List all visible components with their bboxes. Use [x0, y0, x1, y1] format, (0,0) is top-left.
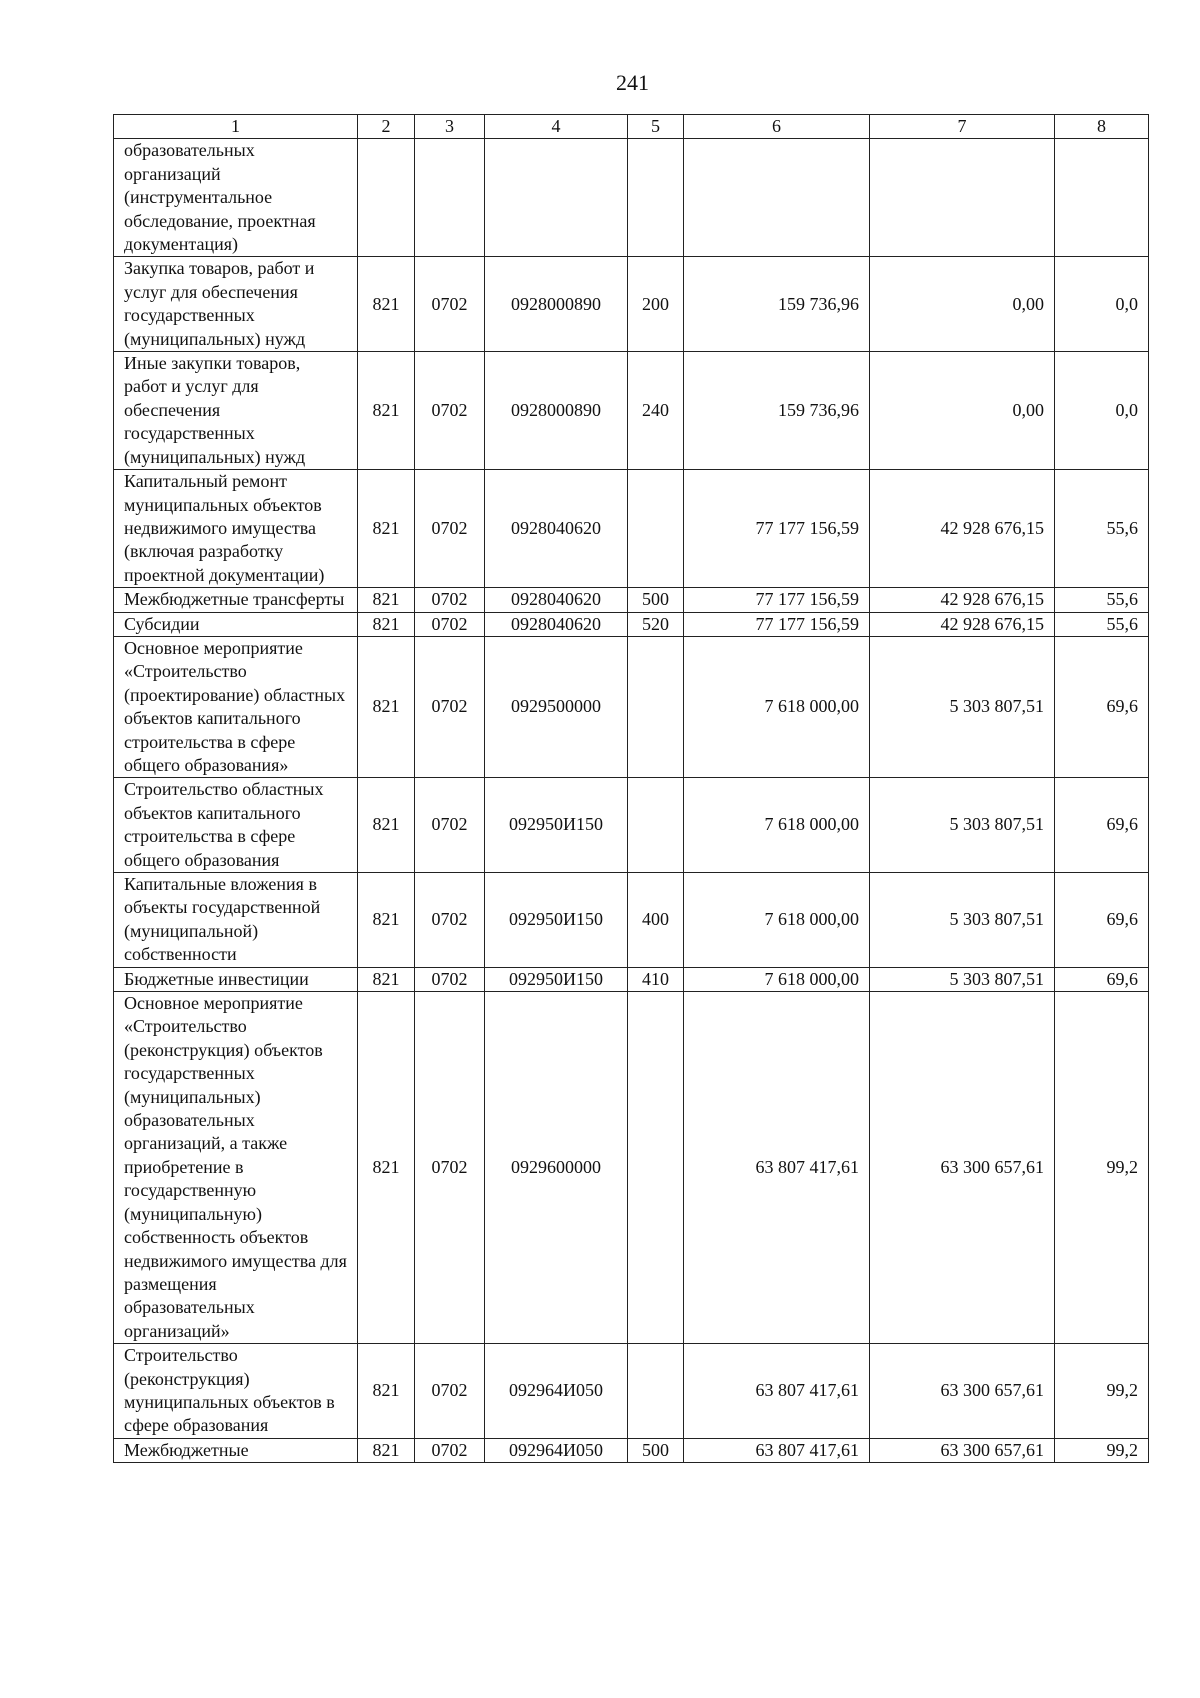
cell-c2: 821 [358, 257, 415, 352]
cell-c7: 42 928 676,15 [870, 612, 1055, 636]
cell-c8: 55,6 [1055, 612, 1149, 636]
cell-c8: 0,0 [1055, 352, 1149, 470]
cell-c3: 0702 [415, 967, 485, 991]
cell-c7: 63 300 657,61 [870, 1344, 1055, 1439]
column-header: 7 [870, 115, 1055, 139]
page-number: 241 [616, 70, 649, 95]
cell-c2: 821 [358, 588, 415, 612]
header-row [114, 115, 1149, 139]
cell-c3: 0702 [415, 778, 485, 873]
cell-c6: 63 807 417,61 [684, 1438, 870, 1462]
table-row [114, 257, 1149, 352]
cell-c7: 5 303 807,51 [870, 636, 1055, 777]
cell-c4: 0928000890 [485, 257, 628, 352]
cell-c4: 0928000890 [485, 352, 628, 470]
cell-c8: 99,2 [1055, 992, 1149, 1344]
table-row [114, 873, 1149, 968]
row-name: Бюджетные инвестиции [114, 967, 358, 991]
column-header: 3 [415, 115, 485, 139]
cell-c4: 092964И050 [485, 1344, 628, 1439]
row-name: Капитальный ремонт муниципальных объектов недвижимого имущества (включая разработку проектной документации) [114, 470, 358, 588]
cell-c6: 7 618 000,00 [684, 636, 870, 777]
table-row [114, 778, 1149, 873]
cell-c5 [628, 139, 684, 257]
cell-c8: 0,0 [1055, 257, 1149, 352]
cell-c8: 69,6 [1055, 778, 1149, 873]
cell-c7: 63 300 657,61 [870, 992, 1055, 1344]
cell-c7: 0,00 [870, 352, 1055, 470]
cell-c3: 0702 [415, 470, 485, 588]
cell-c5 [628, 992, 684, 1344]
row-name: Основное мероприятие «Строительство (проектирование) областных объектов капитального строительства в сфере общего образования» [114, 636, 358, 777]
cell-c2: 821 [358, 1344, 415, 1439]
cell-c6: 7 618 000,00 [684, 967, 870, 991]
column-header: 6 [684, 115, 870, 139]
cell-c4: 0929600000 [485, 992, 628, 1344]
cell-c4 [485, 139, 628, 257]
cell-c5 [628, 636, 684, 777]
row-name: Основное мероприятие «Строительство (реконструкция) объектов государственных (муниципальных) образовательных организаций, а также приобретение в государственную (муниципальную) собственность объектов недвижимого имущества для размещения образовательных организаций» [114, 992, 358, 1344]
cell-c2: 821 [358, 992, 415, 1344]
cell-c6: 63 807 417,61 [684, 1344, 870, 1439]
table-row [114, 1438, 1149, 1462]
cell-c7: 5 303 807,51 [870, 778, 1055, 873]
column-header: 2 [358, 115, 415, 139]
cell-c5: 500 [628, 1438, 684, 1462]
cell-c3: 0702 [415, 257, 485, 352]
cell-c2: 821 [358, 352, 415, 470]
cell-c8: 69,6 [1055, 636, 1149, 777]
cell-c5: 400 [628, 873, 684, 968]
cell-c5: 200 [628, 257, 684, 352]
cell-c4: 092964И050 [485, 1438, 628, 1462]
table-row [114, 636, 1149, 777]
cell-c6: 77 177 156,59 [684, 588, 870, 612]
cell-c3: 0702 [415, 636, 485, 777]
cell-c5 [628, 470, 684, 588]
table-row [114, 967, 1149, 991]
cell-c7: 5 303 807,51 [870, 967, 1055, 991]
cell-c3: 0702 [415, 612, 485, 636]
table-row [114, 470, 1149, 588]
cell-c2: 821 [358, 636, 415, 777]
column-header: 5 [628, 115, 684, 139]
cell-c8: 99,2 [1055, 1344, 1149, 1439]
row-name: Капитальные вложения в объекты государственной (муниципальной) собственности [114, 873, 358, 968]
cell-c8: 55,6 [1055, 588, 1149, 612]
cell-c7: 42 928 676,15 [870, 470, 1055, 588]
cell-c4: 0929500000 [485, 636, 628, 777]
cell-c2: 821 [358, 612, 415, 636]
table-row [114, 612, 1149, 636]
table-row [114, 992, 1149, 1344]
cell-c3: 0702 [415, 1438, 485, 1462]
cell-c8 [1055, 139, 1149, 257]
budget-table [113, 114, 1149, 1463]
cell-c2: 821 [358, 1438, 415, 1462]
cell-c2: 821 [358, 778, 415, 873]
cell-c7 [870, 139, 1055, 257]
cell-c3: 0702 [415, 588, 485, 612]
row-name: Закупка товаров, работ и услуг для обеспечения государственных (муниципальных) нужд [114, 257, 358, 352]
cell-c5: 410 [628, 967, 684, 991]
cell-c6: 77 177 156,59 [684, 470, 870, 588]
cell-c3 [415, 139, 485, 257]
cell-c3: 0702 [415, 992, 485, 1344]
column-header: 8 [1055, 115, 1149, 139]
cell-c3: 0702 [415, 1344, 485, 1439]
cell-c4: 0928040620 [485, 470, 628, 588]
cell-c7: 42 928 676,15 [870, 588, 1055, 612]
table-row [114, 588, 1149, 612]
cell-c6: 159 736,96 [684, 257, 870, 352]
row-name: Субсидии [114, 612, 358, 636]
table-row [114, 139, 1149, 257]
cell-c6: 7 618 000,00 [684, 778, 870, 873]
column-header: 1 [114, 115, 358, 139]
cell-c4: 092950И150 [485, 873, 628, 968]
row-name: Строительство (реконструкция) муниципальных объектов в сфере образования [114, 1344, 358, 1439]
cell-c2 [358, 139, 415, 257]
table-row [114, 1344, 1149, 1439]
row-name: Межбюджетные трансферты [114, 588, 358, 612]
row-name: образовательных организаций (инструментальное обследование, проектная документация) [114, 139, 358, 257]
row-name: Межбюджетные [114, 1438, 358, 1462]
cell-c2: 821 [358, 873, 415, 968]
cell-c3: 0702 [415, 352, 485, 470]
cell-c4: 092950И150 [485, 778, 628, 873]
cell-c6: 159 736,96 [684, 352, 870, 470]
cell-c5 [628, 778, 684, 873]
cell-c7: 63 300 657,61 [870, 1438, 1055, 1462]
row-name: Иные закупки товаров, работ и услуг для обеспечения государственных (муниципальных) нужд [114, 352, 358, 470]
cell-c7: 0,00 [870, 257, 1055, 352]
cell-c6 [684, 139, 870, 257]
cell-c5: 520 [628, 612, 684, 636]
column-header: 4 [485, 115, 628, 139]
cell-c8: 55,6 [1055, 470, 1149, 588]
cell-c6: 63 807 417,61 [684, 992, 870, 1344]
cell-c8: 69,6 [1055, 873, 1149, 968]
cell-c6: 77 177 156,59 [684, 612, 870, 636]
cell-c6: 7 618 000,00 [684, 873, 870, 968]
cell-c4: 0928040620 [485, 588, 628, 612]
cell-c4: 0928040620 [485, 612, 628, 636]
row-name: Строительство областных объектов капитального строительства в сфере общего образования [114, 778, 358, 873]
cell-c7: 5 303 807,51 [870, 873, 1055, 968]
cell-c5: 240 [628, 352, 684, 470]
table-row [114, 352, 1149, 470]
cell-c2: 821 [358, 470, 415, 588]
cell-c5: 500 [628, 588, 684, 612]
cell-c8: 69,6 [1055, 967, 1149, 991]
cell-c2: 821 [358, 967, 415, 991]
cell-c5 [628, 1344, 684, 1439]
cell-c4: 092950И150 [485, 967, 628, 991]
cell-c3: 0702 [415, 873, 485, 968]
cell-c8: 99,2 [1055, 1438, 1149, 1462]
